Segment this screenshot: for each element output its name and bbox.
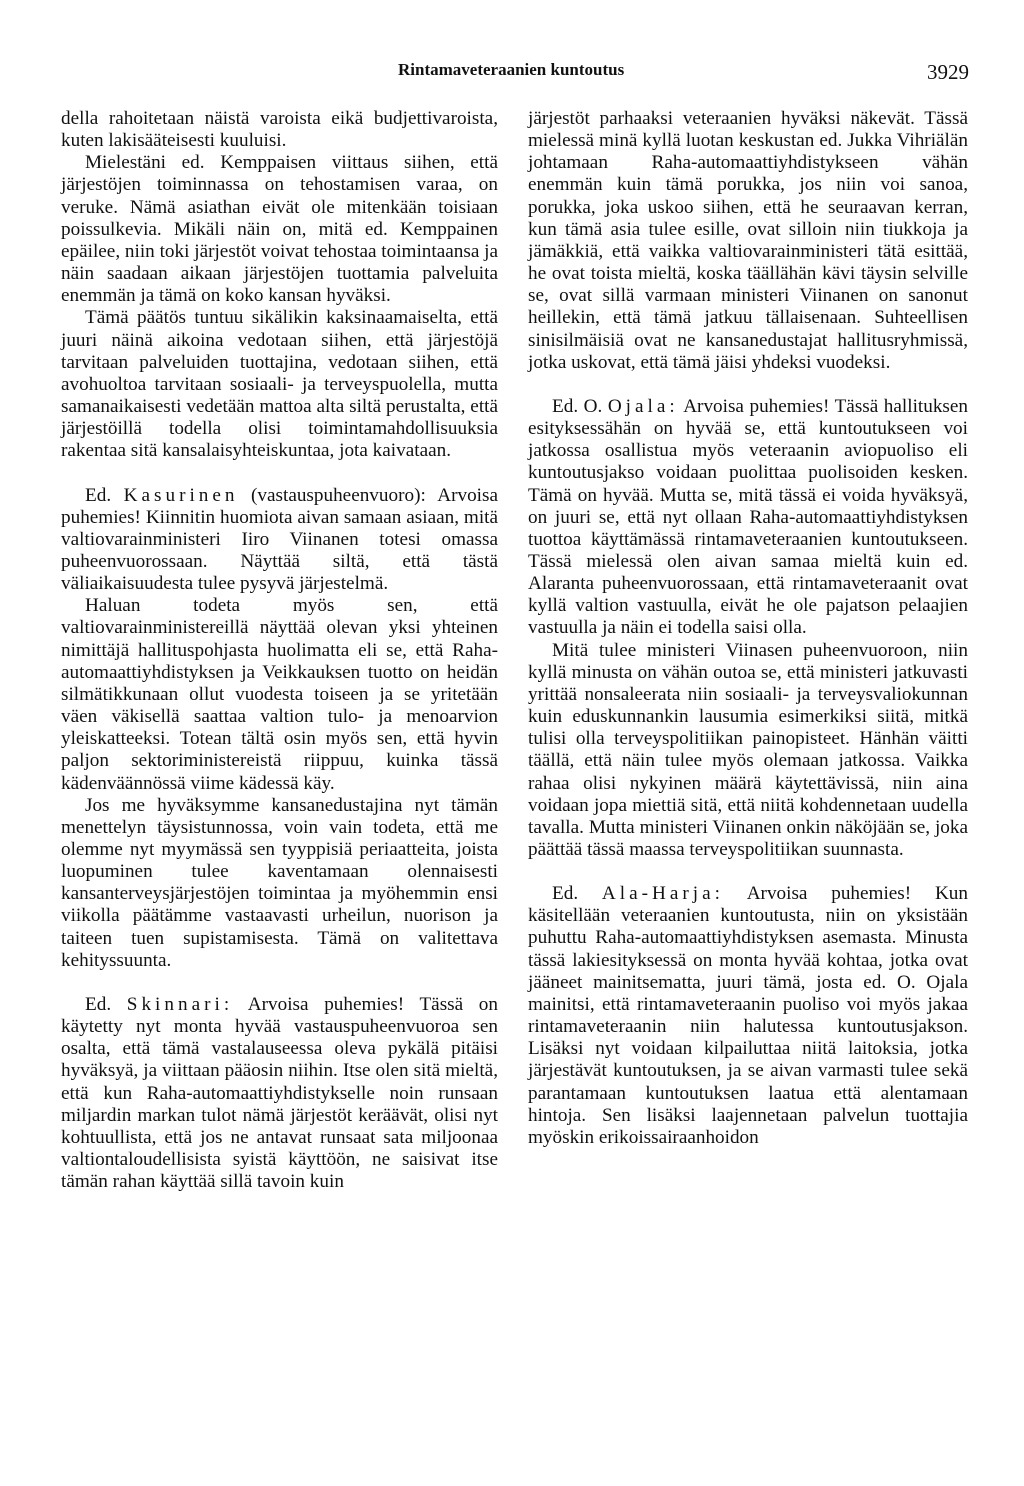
page-header [0,60,1024,90]
speech-ala-harja [528,883,968,1149]
speaker-prefix: Ed. [85,993,112,1015]
paragraph-continuation: della rahoitetaan näistä varoista eikä budjettivaroista, kuten lakisääteisesti kuuluisi. [61,108,498,152]
speaker-prefix: Ed. O. [552,395,603,417]
speech-text: (vastauspuheenvuoro): Arvoisa puhemies! Kiinnitin huomiota aivan samaan asiaan, mitä valtiovarainministeri Iiro Viinanen totesi omassa puheenvuorossaan. Näyttää siltä, että tästä väliaikaisuudesta tulee pysyvä järjestelmä. [61,484,498,595]
speaker-prefix: Ed. [85,484,112,506]
running-title: Rintamaveteraanien kuntoutus [398,60,625,79]
speech-text: Arvoisa puhemies! Tässä on käytetty nyt monta hyvää vastauspuheenvuoroa sen osalta, että tämä vastalauseessa oleva pykälä pitäisi hyväksyä, ja viittaan pääosin niihin. Itse olen sitä mieltä, että kun Raha-automaattiyhdistykselle noin runsaan miljardin markan tulot nämä järjestöt keräävät, olisi nyt kohtuullista, että jos ne antavat runsaat sata miljoonaa valtiontaloudellisista syistä käyttöön, ne saisivat itse tämän rahan käyttää sillä tavoin kuin [61,993,498,1193]
speaker-name: Ala-Harja: [601,883,724,905]
paragraph: Haluan todeta myös sen, että valtiovarainministereillä näyttää olevan yksi yhteinen nimittäjä hallituspohjasta huolimatta eli se, että Raha-automaattiyhdistyksen ja Veikkauksen tuotto on heidän silmätikkunaan ollut vuodesta toiseen ja se yritetään väen väkisellä saattaa valtion tulo- ja menoarvion yleiskatteeksi. Totean tältä osin myös sen, että hyvin paljon sektoriministereistä riippuu, kuinka tässä kädenväännössä viime kädessä käy. [61,595,498,794]
speaker-name: Ojala: [607,395,679,417]
speech-ojala [528,396,968,640]
speech-text: Arvoisa puhemies! Tässä hallituksen esityksessähän on hyvää se, että kuntoutukseen voi jatkossa osallistua myös veteraanin aviopuoliso eli kuntoutusjakso voidaan puolittaa puolisoiden kesken. Tämä on hyvää. Mutta se, mitä tässä ei voida hyväksyä, on juuri se, että nyt ollaan Raha-automaattiyhdistyksen tuottoa käyttämässä rintamaveteraanien kuntoutukseen. Tässä mielessä olen aivan samaa mieltä kuin ed. Alaranta puheenvuorossaan, että rintamaveteraanit ovat kyllä valtion vastuulla, eivät he ole pajatson pelaajien vastuulla ja näin ei todella saisi olla. [528,395,969,639]
speaker-name: Skinnari: [126,993,234,1015]
paragraph: Tämä päätös tuntuu sikälikin kaksinaamaiselta, että juuri näinä aikoina vedotaan siihen, että järjestöjä tarvitaan palveluiden tuottajina, vedotaan siihen, että avohuoltoa tarvitaan sosiaali- ja terveyspuolella, mutta samanaikaisesti vedetään mattoa alta siltä perustalta, että järjestöillä todella olisi toimintamahdollisuuksia rakentaa sitä kansalaisyhteiskuntaa, jota kaivataan. [61,307,498,462]
page-number: 3929 [927,60,969,84]
speech-skinnari [61,994,498,1193]
paragraph: Mielestäni ed. Kemppaisen viittaus siihen, että järjestöjen toiminnassa on tehostamisen varaa, on veruke. Nämä asiathan eivät ole mitenkään toisiaan poissulkevia. Mikäli näin on, mitä ed. Kemppainen epäilee, niin toki järjestöt voivat tehostaa toimintaansa ja näin saadaan aikaan järjestöjen tuottamia palveluita enemmän ja tämä on koko kansan hyväksi. [61,152,498,307]
paragraph-continuation: järjestöt parhaaksi veteraanien hyväksi näkevät. Tässä mielessä minä kyllä luotan keskustan ed. Jukka Vihriälän johtamaan Raha-automaattiyhdistykseen vähän enemmän kuin tämä porukka, jos niin voi sanoa, porukka, joka uskoo siihen, että he seuraavan kerran, kun tämä asia tulee esille, ovat silloin niin tiukkoja ja jämäkkiä, että vaikka valtiovarainministeri tätä esittää, he ovat toista mieltä, koska täällähän kävi täysin selville se, ovat sillä varmaan ministeri Viinanen on sanonut heillekin, että tämä jatkuu tällaisenaan. Suhteellisen sinisilmäisiä ovat ne kansanedustajat hallitusryhmissä, jotka uskovat, että tämä jäisi yhdeksi vuodeksi. [528,108,968,373]
speech-text: Arvoisa puhemies! Kun käsitellään veteraanien kuntoutusta, niin on yksistään puhuttu Raha-automaattiyhdistyksen asemasta. Minusta tässä lakiesityksessä on monta hyvää kohtaa, jotka ovat jääneet mainitsematta, juuri tämä, josta ed. O. Ojala mainitsi, että rintamaveteraanin puoliso voi myös jakaa rintamaveteraanin niin halutessa kuntoutusjakson. Lisäksi nyt voidaan kilpailuttaa niitä laitoksia, jotka järjestävät kuntoutuksen, ja se aivan varmasti tulee sekä parantamaan kuntoutuksen laatua että alentamaan hintoja. Sen lisäksi laajennetaan palvelun tuottajia myöskin erikoissairaanhoidon [528,883,968,1148]
paragraph: Jos me hyväksymme kansanedustajina nyt tämän menettelyn täysistunnossa, voin vain todeta, että me olemme nyt myymässä sen tyyppisiä periaatteita, joista luopuminen tulee kaventamaan olennaisesti kansanterveysjärjestöjen toimintaa ja myöhemmin ensi viikolla päätämme vastaavasti urheilun, nuorison ja taiteen tuen supistamisesta. Tämä on valitettava kehityssuunta. [61,794,498,971]
speaker-name: Kasurinen [123,484,239,506]
speaker-prefix: Ed. [552,883,579,905]
right-column [528,108,968,1149]
speech-kasurinen [61,485,498,596]
left-column [61,108,498,1193]
paragraph: Mitä tulee ministeri Viinasen puheenvuoroon, niin kyllä minusta on vähän outoa se, että ministeri jatkuvasti yrittää nonsaleerata niin sosiaali- ja terveysvaliokunnan kuin eduskunnankin lausumia esimerkiksi siitä, mitkä tulisi olla terveyspolitiikan painopisteet. Hänhän väitti täällä, että näin tulee myös olemaan jatkossa. Vaikka rahaa olisi nykyinen määrä käytettävissä, niin aina voidaan jopa miettiä sitä, että niitä kohdennetaan uudella tavalla. Mutta ministeri Viinanen onkin näköjään se, joka päättää tässä maassa terveyspolitiikan suunnasta. [528,639,968,860]
